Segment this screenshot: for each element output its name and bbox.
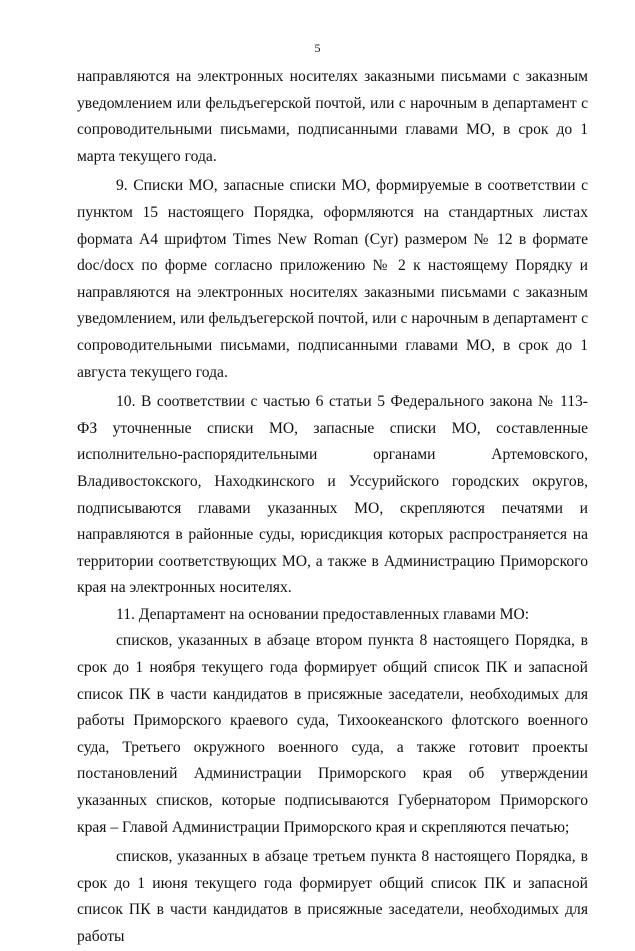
- document-body: [77, 64, 588, 951]
- paragraph-item-11: 11. Департамент на основании предоставленных главами МО:: [116, 605, 530, 623]
- paragraph-item-10: 10. В соответствии с частью 6 статьи 5 Федерального закона № 113-ФЗ уточненные списки МО, запасные списки МО, составленные исполнительно-распорядительными органами Артемовского, Владивостокского, Находкинского и Уссурийского городских округов, подписываются главами указанных МО, скрепляются печатями и направляются в районные суды, юрисдикция которых распространяется на территории соответствующих МО, а также в Администрацию Приморского края на электронных носителях.: [77, 393, 588, 597]
- paragraph-item-11-sub-2: списков, указанных в абзаце третьем пункта 8 настоящего Порядка, в срок до 1 июня текущего года формирует общий список ПК и запасной список ПК в части кандидатов в присяжные заседатели, необходимых для работы: [77, 848, 588, 945]
- paragraph-item-9: 9. Списки МО, запасные списки МО, формируемые в соответствии с пунктом 15 настоящего Порядка, оформляются на стандартных листах формата А4 шрифтом Times New Roman (Cyr) размером № 12 в формате doc/docx по форме согласно приложению № 2 к настоящему Порядку и направляются на электронных носителях заказными письмами с заказным уведомлением, или фельдъегерской почтой, или с нарочным в департамент с сопроводительными письмами, подписанными главами МО, в срок до 1 августа текущего года.: [77, 177, 588, 381]
- page-number: 5: [314, 41, 321, 55]
- paragraph-continuation: направляются на электронных носителях заказными письмами с заказным уведомлением или фельдъегерской почтой, или с нарочным в департамент с сопроводительными письмами, подписанными главами МО, в срок до 1 марта текущего года.: [77, 68, 588, 165]
- paragraph-item-11-sub-1: списков, указанных в абзаце втором пункта 8 настоящего Порядка, в срок до 1 ноября текущего года формирует общий список ПК и запасной список ПК в части кандидатов в присяжные заседатели, необходимых для работы Приморского краевого суда, Тихоокеанского флотского военного суда, Третьего окружного военного суда, а также готовит проекты постановлений Администрации Приморского края об утверждении указанных списков, которые подписываются Губернатором Приморского края – Главой Администрации Приморского края и скрепляются печатью;: [77, 632, 588, 836]
